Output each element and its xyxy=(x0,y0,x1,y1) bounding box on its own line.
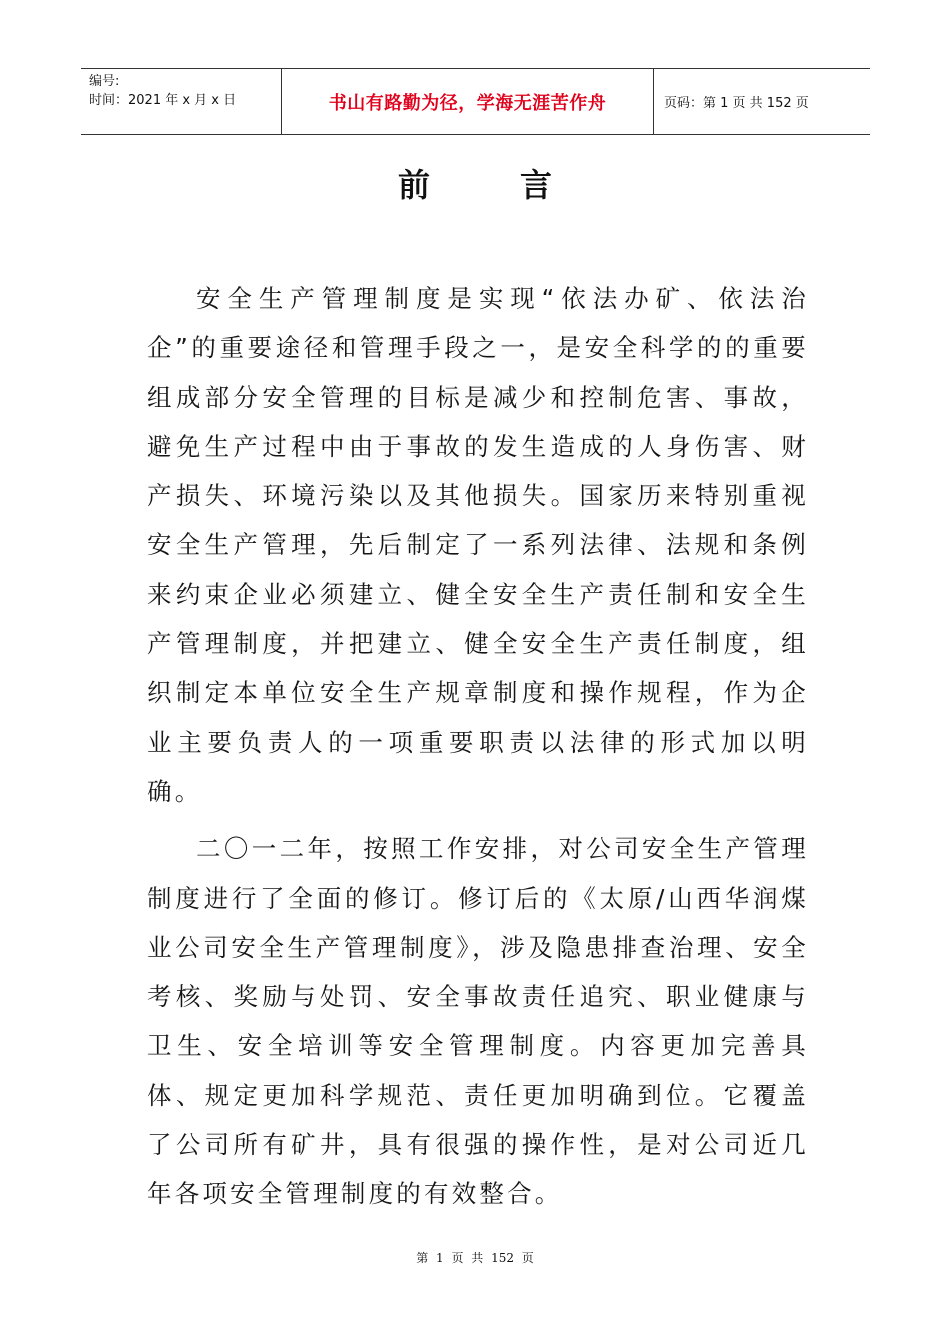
document-body xyxy=(147,274,809,1219)
date-label: 时间：2021 年 x 月 x 日 xyxy=(89,93,237,108)
page-title: 前言 xyxy=(397,166,642,204)
page-footer: 第 1 页 共 152 页 xyxy=(416,1251,534,1265)
header-motto: 书山有路勤为径，学海无涯苦作舟 xyxy=(282,69,654,134)
body-paragraph-1: 安全生产管理制度是实现“依法办矿、依法治企”的重要途径和管理手段之一，是安全科学的的重要组成部分安全管理的目标是减少和控制危害、事故，避免生产过程中由于事故的发生造成的人身伤害、财产损失、环境污染以及其他损失。国家历来特别重视安全生产管理，先后制定了一系列法律、法规和条例来约束企业必须建立、健全安全生产责任制和安全生产管理制度，并把建立、健全安全生产责任制度，组织制定本单位安全生产规章制度和操作规程，作为企业主要负责人的一项重要职责以法律的形式加以明确。 xyxy=(147,284,809,806)
header-page-code: 页码：第 1 页 共 152 页 xyxy=(664,96,809,111)
body-paragraph-2: 二〇一二年，按照工作安排，对公司安全生产管理制度进行了全面的修订。修订后的《太原/山西华润煤业公司安全生产管理制度》，涉及隐患排查治理、安全考核、奖励与处罚、安全事故责任追究、职业健康与卫生、安全培训等安全管理制度。内容更加完善具体、规定更加科学规范、责任更加明确到位。它覆盖了公司所有矿井，具有很强的操作性，是对公司近几年各项安全管理制度的有效整合。 xyxy=(147,834,809,1209)
document-header xyxy=(81,68,870,135)
header-meta-cell xyxy=(81,69,282,134)
serial-number-label: 编号: xyxy=(89,74,120,89)
